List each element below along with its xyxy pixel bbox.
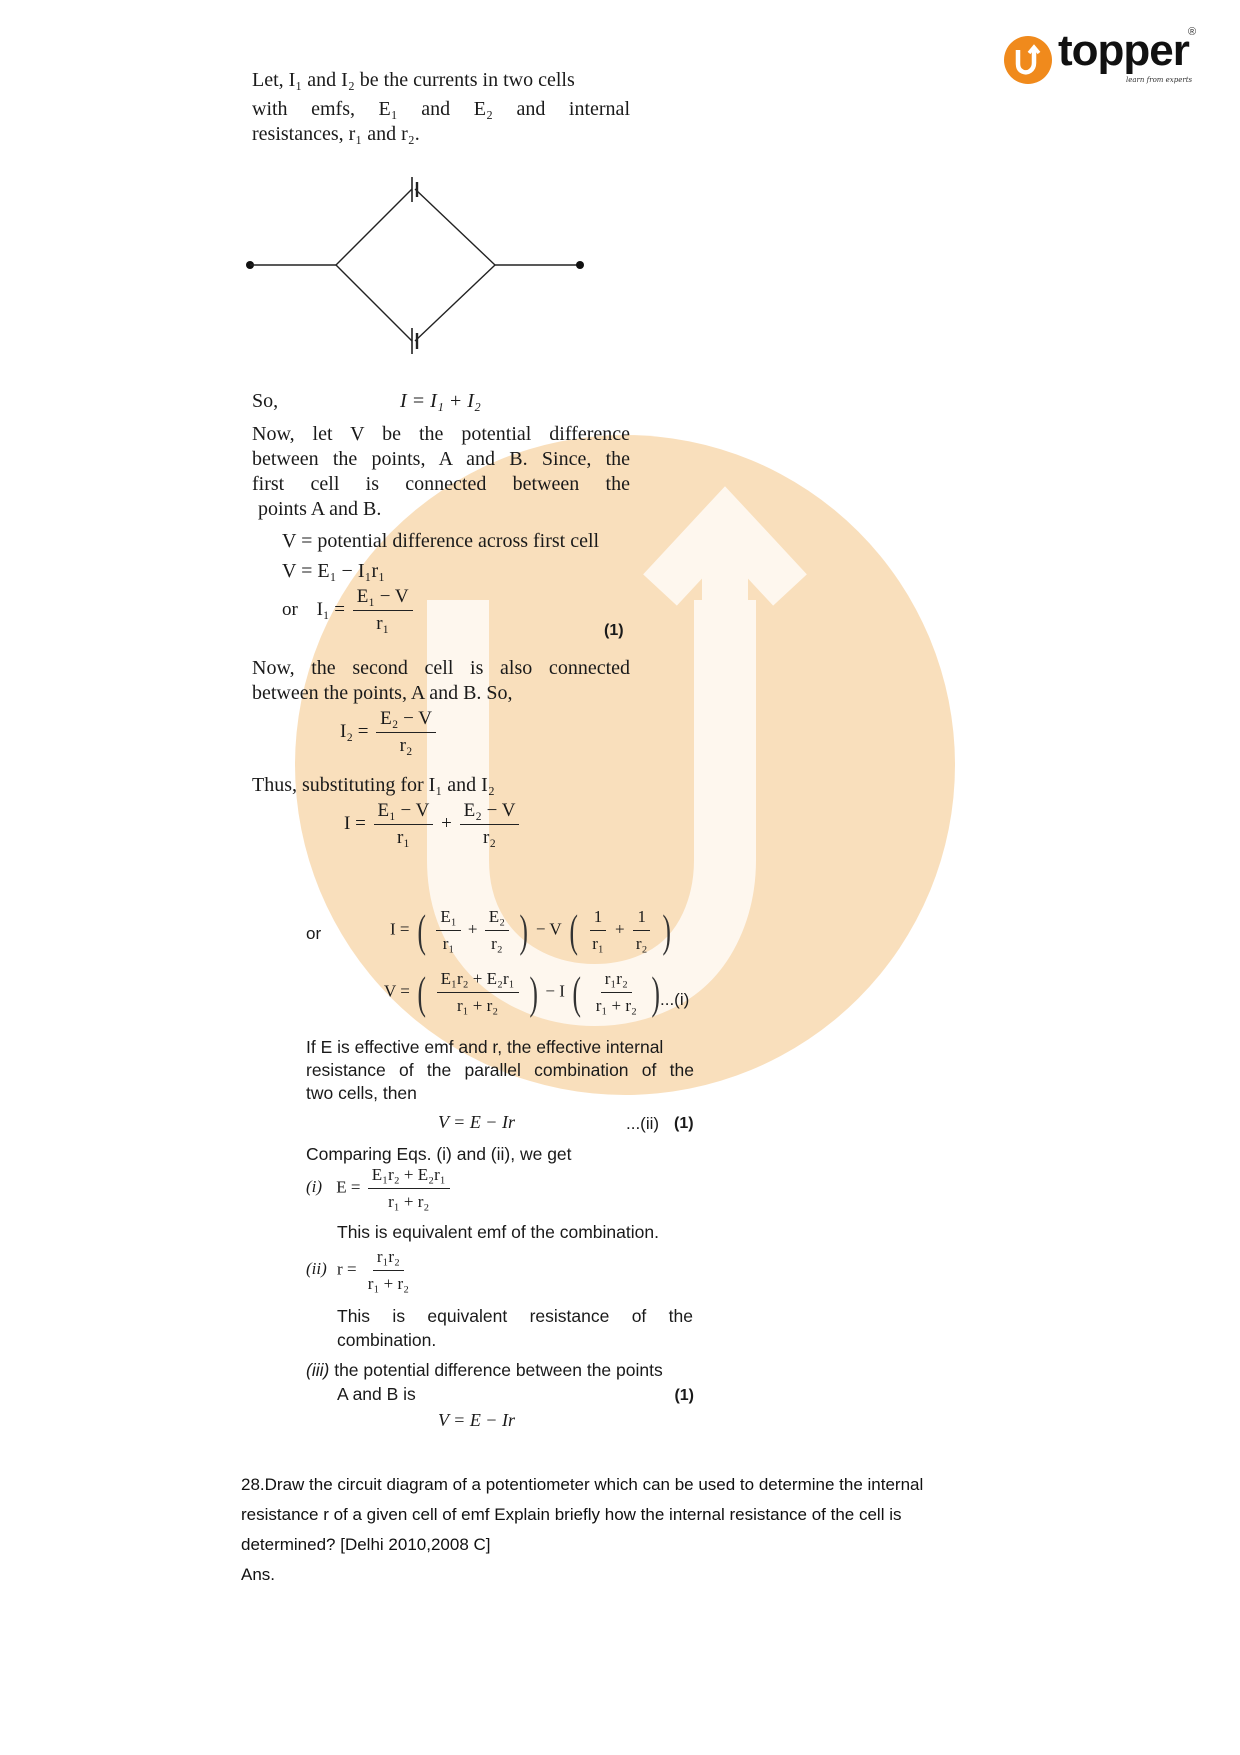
i-expanded-equation: I = ( $\frac{\text{E₁}}{\text{r₁}}$ + $\frac{\text{E₂}}{\text{r₂}}$ ) − V ( $\frac{1}{\text{r₁}}$ + $\frac{1}{\text{r₂}}$ ) (390, 904, 671, 956)
i-total-den-1: r₁ (396, 827, 410, 848)
part-i-lhs: E = (336, 1177, 361, 1197)
iexp-n4: 1 (633, 906, 650, 931)
iexp-plus: + (467, 919, 478, 939)
mark-1-i1: (1) (604, 622, 624, 639)
part-i-den: r₁ + r₂ (388, 1192, 430, 1211)
intro-paragraph (252, 66, 630, 149)
v-cell1-equation: V = E₁ − I₁r₁ (282, 560, 386, 582)
i1-numerator: E₁ − V (353, 586, 413, 611)
vexp-d1: r₁ + r₂ (456, 996, 499, 1015)
q28-ans-label: Ans. (241, 1565, 276, 1584)
effective-emf-paragraph (306, 1036, 694, 1105)
i-expanded-lhs: I = (390, 919, 410, 939)
vexp-minus-i: − I (545, 981, 565, 1001)
q28-line-1: 28.Draw the circuit diagram of a potentiometer which can be used to determine the internal (241, 1475, 924, 1494)
iexp-d3: r₁ (592, 934, 604, 953)
logo-tagline: learn from experts (1126, 76, 1193, 84)
i-expanded-or: or (306, 924, 322, 943)
part-iii-text (306, 1358, 694, 1406)
so-label: So, (252, 390, 279, 412)
para3-line-1: If E is effective emf and r, the effective internal (306, 1037, 664, 1057)
i1-lhs: I₁ = (316, 598, 345, 620)
i1-denominator: r₁ (376, 613, 390, 634)
part-ii-num: r₁r₂ (373, 1246, 404, 1271)
part-i-num: E₁r₂ + E₂r₁ (368, 1164, 450, 1189)
i2-equation (340, 708, 439, 757)
iexp-n2: E₂ (485, 906, 509, 931)
i-total-den-2: r₂ (483, 827, 496, 848)
i-total-fraction-1 (374, 800, 434, 849)
part-ii-note-line-2: combination. (337, 1330, 437, 1350)
i2-fraction (376, 708, 436, 757)
para3-line-3: two cells, then (306, 1083, 417, 1103)
vexp-d2: r₁ + r₂ (595, 996, 637, 1015)
part-ii-note-line-1: This is equivalent resistance of the (337, 1306, 693, 1326)
i2-lhs: I₂ = (340, 720, 369, 742)
equivalent-resistance-equation (306, 1246, 416, 1295)
v-expanded-equation: V = ( $\frac{\text{E₁r₂ + E₂r₁}}{\text{r₁ + r₂}}$ ) − I ( $\frac{\text{r₁r₂}}{\text{r₁ + r₂}}$ ) (384, 966, 661, 1018)
potential-difference-paragraph (252, 422, 630, 522)
logo-u-icon (1002, 34, 1054, 86)
equivalent-resistance-note (337, 1304, 693, 1352)
iexp-d4: r₂ (635, 934, 648, 953)
v-e-ir-equation: V = E − Ir (438, 1112, 515, 1132)
part-iii-label: (iii) (306, 1360, 330, 1380)
para2-line-2: between the points, A and B. So, (252, 682, 513, 704)
logo-wordmark: topper (1058, 26, 1189, 75)
cell-2-symbol (412, 328, 417, 354)
vexp-n2: r₁r₂ (601, 968, 632, 993)
thus-substituting: Thus, substituting for I₁ and I₂ (252, 774, 495, 796)
iexp-plus-2: + (615, 919, 625, 939)
comparing-text: Comparing Eqs. (i) and (ii), we get (306, 1144, 572, 1164)
mark-1-veir: (1) (674, 1115, 694, 1132)
equation-tag-i: ...(i) (660, 990, 690, 1009)
plus-sign: + (441, 812, 452, 834)
para3-line-2: resistance of the parallel combination of the (306, 1060, 694, 1080)
part-ii-label: (ii) (306, 1259, 327, 1279)
part-iii-line-1: the potential difference between the points (334, 1360, 663, 1380)
equation-tag-ii: ...(ii) (626, 1114, 660, 1133)
or-label: or (282, 598, 298, 620)
topper-logo (1002, 26, 1202, 90)
v-definition: V = potential difference across first cell (282, 530, 600, 552)
intro-line-3: resistances, r₁ and r₂. (252, 123, 420, 145)
iexp-d2: r₂ (491, 934, 503, 953)
parallel-cells-circuit-diagram (240, 172, 600, 362)
iexp-n3: 1 (590, 906, 607, 931)
part-ii-lhs: r = (337, 1259, 357, 1279)
current-sum-equation: I = I₁ + I₂ (400, 390, 481, 412)
q28-line-3: determined? [Delhi 2010,2008 C] (241, 1535, 491, 1554)
para2-line-1: Now, the second cell is also connected (252, 657, 630, 679)
equivalent-emf-equation (306, 1164, 453, 1213)
para1-line-1: Now, let V be the potential difference (252, 423, 630, 445)
i1-fraction (353, 586, 413, 635)
iexp-n1: E₁ (436, 906, 460, 931)
vexp-n1: E₁r₂ + E₂r₁ (437, 968, 519, 993)
logo-registered-mark: ® (1188, 26, 1197, 38)
i2-denominator: r₂ (399, 735, 413, 756)
i-total-num-2: E₂ − V (460, 800, 520, 825)
i-total-fraction-2 (460, 800, 520, 849)
para1-line-2: between the points, A and B. Since, the (252, 448, 630, 470)
mark-1-part-iii: (1) (674, 1387, 694, 1404)
part-ii-den: r₁ + r₂ (367, 1274, 410, 1293)
intro-line-2: with emfs, E₁ and E₂ and internal (252, 98, 630, 120)
question-28 (241, 1470, 1201, 1590)
i1-equation (282, 586, 416, 635)
second-cell-paragraph (252, 656, 630, 706)
para1-line-4: points A and B. (258, 498, 382, 520)
intro-line-1: Let, I₁ and I₂ be the currents in two cells (252, 69, 575, 91)
i-total-equation (344, 800, 522, 849)
q28-line-2: resistance r of a given cell of emf Explain briefly how the internal resistance of the cell is (241, 1505, 902, 1524)
part-iii-line-2: A and B is (337, 1384, 416, 1404)
i2-numerator: E₂ − V (376, 708, 436, 733)
cell-1-symbol (412, 177, 417, 202)
equivalent-emf-note: This is equivalent emf of the combination. (337, 1222, 659, 1242)
final-v-e-ir-equation: V = E − Ir (438, 1410, 515, 1430)
part-i-label: (i) (306, 1177, 323, 1197)
iexp-minus-v: − V (535, 919, 562, 939)
iexp-d1: r₁ (442, 934, 455, 953)
i-total-num-1: E₁ − V (374, 800, 434, 825)
para1-line-3: first cell is connected between the (252, 473, 630, 495)
terminal-b-dot (576, 261, 584, 269)
vexp-lhs: V = (384, 981, 410, 1001)
i-total-lhs: I = (344, 812, 366, 834)
